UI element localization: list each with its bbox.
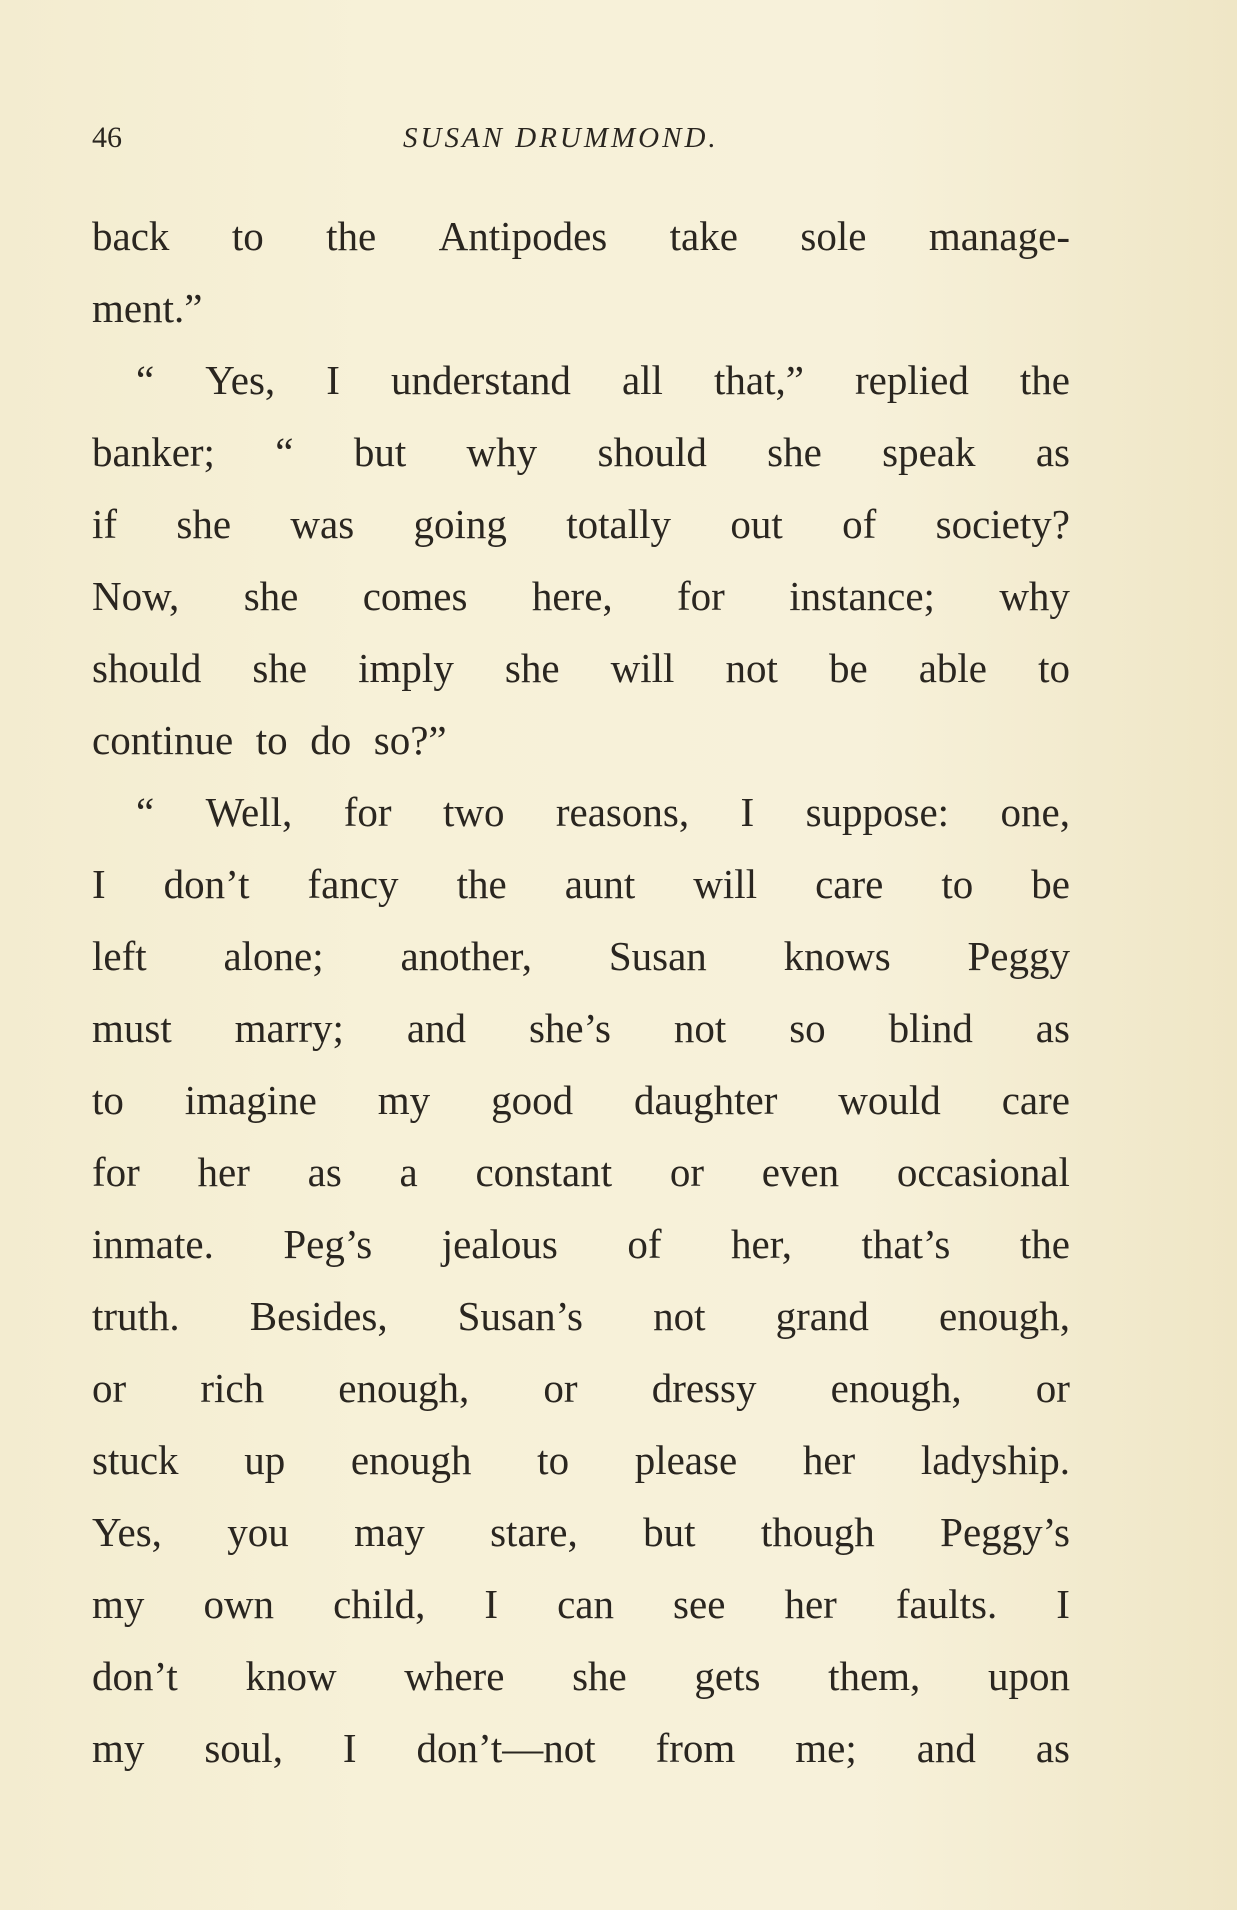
text-line: to imagine my good daughter would care — [92, 1077, 1070, 1123]
text-line: “ Yes, I understand all that,” replied the — [136, 357, 1070, 403]
text-line: ment.” — [92, 285, 203, 331]
text-line: stuck up enough to please her ladyship. — [92, 1437, 1070, 1483]
text-line: truth. Besides, Susan’s not grand enough, — [92, 1293, 1070, 1339]
text-line: left alone; another, Susan knows Peggy — [92, 933, 1070, 979]
text-line: my own child, I can see her faults. I — [92, 1581, 1070, 1627]
text-line: must marry; and she’s not so blind as — [92, 1005, 1070, 1051]
text-line: or rich enough, or dressy enough, or — [92, 1365, 1070, 1411]
text-line: my soul, I don’t—not from me; and as — [92, 1725, 1070, 1771]
text-line: Now, she comes here, for instance; why — [92, 573, 1070, 619]
text-line: banker; “ but why should she speak as — [92, 429, 1070, 475]
text-line: “ Well, for two reasons, I suppose: one, — [136, 789, 1070, 835]
text-line: don’t know where she gets them, upon — [92, 1653, 1070, 1699]
body-text — [92, 200, 1070, 1784]
text-line: should she imply she will not be able to — [92, 645, 1070, 691]
running-title: SUSAN DRUMMOND. — [403, 122, 719, 154]
text-line: for her as a constant or even occasional — [92, 1149, 1070, 1195]
text-line: I don’t fancy the aunt will care to be — [92, 861, 1070, 907]
text-line: back to the Antipodes take sole manage- — [92, 213, 1070, 259]
text-line: Yes, you may stare, but though Peggy’s — [92, 1509, 1070, 1555]
text-line: if she was going totally out of society? — [92, 501, 1070, 547]
running-head — [92, 118, 1092, 158]
text-line: continue to do so?” — [92, 717, 447, 763]
text-line: inmate. Peg’s jealous of her, that’s the — [92, 1221, 1070, 1267]
page-number: 46 — [92, 121, 122, 154]
